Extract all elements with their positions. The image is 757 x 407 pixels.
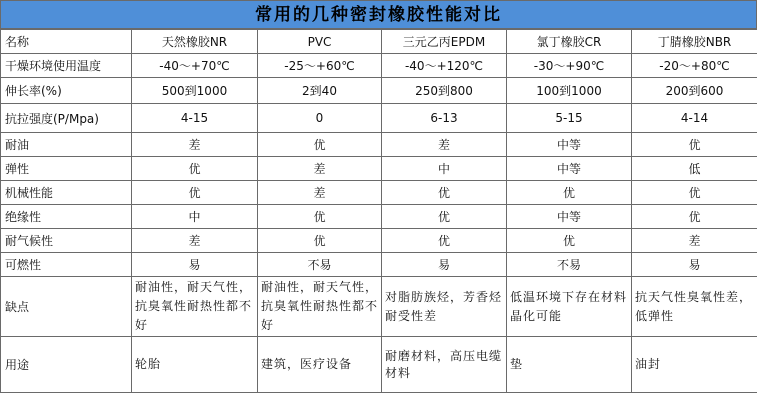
comparison-table (0, 29, 757, 393)
row-label: 弹性 (1, 157, 132, 181)
table-row (1, 133, 757, 157)
table-cell: 6-13 (382, 104, 507, 133)
table-cell: 优 (632, 181, 757, 205)
table-row (1, 54, 757, 78)
header-cell-cr: 氯丁橡胶CR (507, 30, 632, 54)
table-cell: 优 (258, 229, 382, 253)
header-cell-nbr: 丁腈橡胶NBR (632, 30, 757, 54)
row-label: 干燥环境使用温度 (1, 54, 132, 78)
table-cell: 差 (258, 157, 382, 181)
table-row (1, 104, 757, 133)
table-cell: 轮胎 (132, 337, 258, 393)
table-cell: 500到1000 (132, 78, 258, 104)
table-cell: 对脂肪族烃，芳香烃耐受性差 (382, 277, 507, 337)
header-cell-name: 名称 (1, 30, 132, 54)
table-cell: 中 (382, 157, 507, 181)
table-cell: 优 (132, 181, 258, 205)
table-cell: 优 (258, 205, 382, 229)
table-cell: 油封 (632, 337, 757, 393)
table-cell: 差 (382, 133, 507, 157)
table-cell: 优 (507, 181, 632, 205)
table-cell: 中 (132, 205, 258, 229)
table-row (1, 157, 757, 181)
table-cell: 优 (382, 181, 507, 205)
row-label: 抗拉强度(P/Mpa) (1, 104, 132, 133)
row-label: 绝缘性 (1, 205, 132, 229)
table-cell: 耐油性，耐天气性，抗臭氧性耐热性都不好 (258, 277, 382, 337)
table-cell: 差 (632, 229, 757, 253)
table-title: 常用的几种密封橡胶性能对比 (0, 0, 757, 29)
table-cell: 不易 (507, 253, 632, 277)
table-row (1, 253, 757, 277)
table-cell: 低 (632, 157, 757, 181)
table-row (1, 229, 757, 253)
table-cell: 优 (632, 205, 757, 229)
table-cell: 4-15 (132, 104, 258, 133)
row-label: 可燃性 (1, 253, 132, 277)
table-cell: 易 (382, 253, 507, 277)
table-cell: -20～+80℃ (632, 54, 757, 78)
table-cell: 差 (258, 181, 382, 205)
table-cell: 差 (132, 133, 258, 157)
table-cell: 优 (382, 229, 507, 253)
table-cell: 中等 (507, 133, 632, 157)
table-cell: 250到800 (382, 78, 507, 104)
table-cell: 中等 (507, 157, 632, 181)
table-cell: -40～+120℃ (382, 54, 507, 78)
table-cell: 4-14 (632, 104, 757, 133)
table-cell: 2到40 (258, 78, 382, 104)
table-cell: 易 (132, 253, 258, 277)
row-label: 伸长率(%) (1, 78, 132, 104)
table-row (1, 337, 757, 393)
table-cell: 优 (632, 133, 757, 157)
table-cell: 0 (258, 104, 382, 133)
table-cell: 优 (258, 133, 382, 157)
table-cell: 垫 (507, 337, 632, 393)
header-row (1, 30, 757, 54)
table-cell: 耐磨材料，高压电缆材料 (382, 337, 507, 393)
table-cell: -40～+70℃ (132, 54, 258, 78)
table-cell: 差 (132, 229, 258, 253)
table-cell: 耐油性，耐天气性，抗臭氧性耐热性都不好 (132, 277, 258, 337)
table-cell: 抗天气性臭氧性差，低弹性 (632, 277, 757, 337)
table-cell: 中等 (507, 205, 632, 229)
table-cell: 5-15 (507, 104, 632, 133)
table-cell: 易 (632, 253, 757, 277)
table-row (1, 181, 757, 205)
row-label: 耐油 (1, 133, 132, 157)
table-cell: 低温环境下存在材料晶化可能 (507, 277, 632, 337)
header-cell-nr: 天然橡胶NR (132, 30, 258, 54)
row-label: 机械性能 (1, 181, 132, 205)
table-cell: -30～+90℃ (507, 54, 632, 78)
table-cell: 优 (507, 229, 632, 253)
table-row (1, 78, 757, 104)
table-cell: 优 (382, 205, 507, 229)
table-cell: 100到1000 (507, 78, 632, 104)
row-label: 耐气候性 (1, 229, 132, 253)
table-cell: 优 (132, 157, 258, 181)
row-label: 缺点 (1, 277, 132, 337)
table-cell: 建筑，医疗设备 (258, 337, 382, 393)
table-cell: 200到600 (632, 78, 757, 104)
row-label: 用途 (1, 337, 132, 393)
table-row (1, 277, 757, 337)
table-cell: 不易 (258, 253, 382, 277)
header-cell-pvc: PVC (258, 30, 382, 54)
table-cell: -25～+60℃ (258, 54, 382, 78)
header-cell-epdm: 三元乙丙EPDM (382, 30, 507, 54)
table-row (1, 205, 757, 229)
